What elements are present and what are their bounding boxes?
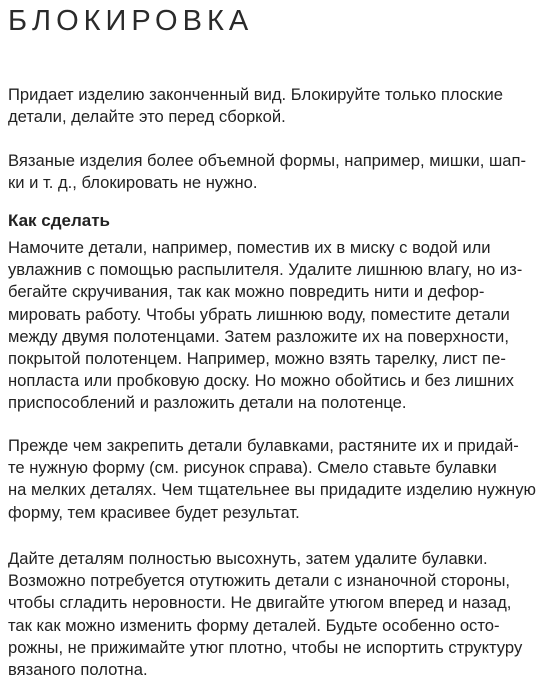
- paragraph-line: нопласта или пробковую доску. Но можно обойтись и без лишних: [8, 371, 514, 391]
- paragraph-line: детали, делайте это перед сборкой.: [8, 107, 286, 127]
- paragraph-line: рожны, не прижимайте утюг плотно, чтобы не испортить структуру: [8, 637, 523, 657]
- paragraph-line: между двумя полотенцами. Затем разложите их на поверхности,: [8, 326, 509, 346]
- paragraph-line: Придает изделию законченный вид. Блокируйте только плоские: [8, 85, 503, 104]
- document-page: [8, 0, 536, 699]
- paragraph-line: Прежде чем закрепить детали булавками, растяните их и придай-: [8, 436, 519, 455]
- paragraph-line: вязаного полотна.: [8, 659, 148, 679]
- paragraph-line: приспособлений и разложить детали на полотенце.: [8, 393, 407, 413]
- paragraph-line: Намочите детали, например, поместив их в миску с водой или: [8, 238, 491, 257]
- paragraph-line: форму, тем красивее будет результат.: [8, 502, 300, 522]
- howto-paragraph-1: [8, 237, 528, 415]
- intro-paragraph: [8, 84, 528, 128]
- paragraph-line: ки и т. д., блокировать не нужно.: [8, 173, 258, 193]
- paragraph-line: бегайте скручивания, так как можно повредить нити и дефор-: [8, 282, 485, 302]
- paragraph-line: Возможно потребуется отутюжить детали с изнаночной стороны,: [8, 571, 511, 591]
- paragraph-line: покрытой полотенцем. Например, можно взять тарелку, лист пе-: [8, 348, 506, 368]
- paragraph-line: те нужную форму (см. рисунок справа). Смело ставьте булавки: [8, 458, 497, 478]
- paragraph-line: на мелких деталях. Чем тщательнее вы придадите изделию нужную: [8, 480, 536, 500]
- paragraph-line: Дайте деталям полностью высохнуть, затем удалите булавки.: [8, 549, 488, 568]
- page-title: БЛОКИРОВКА: [8, 5, 254, 37]
- section-heading: Как сделать: [8, 211, 110, 230]
- paragraph-line: так как можно изменить форму деталей. Будьте особенно осто-: [8, 615, 500, 635]
- paragraph-line: Вязаные изделия более объемной формы, например, мишки, шап-: [8, 151, 527, 170]
- paragraph-line: чтобы сгладить неровности. Не двигайте утюгом вперед и назад,: [8, 593, 512, 613]
- note-paragraph: [8, 150, 528, 194]
- howto-paragraph-3: [8, 548, 528, 681]
- paragraph-line: увлажнив с помощью распылителя. Удалите лишнюю влагу, но из-: [8, 260, 523, 280]
- howto-heading-block: [8, 210, 528, 232]
- paragraph-line: мировать работу. Чтобы убрать лишнюю воду, поместите детали: [8, 304, 510, 324]
- howto-paragraph-2: [8, 435, 536, 524]
